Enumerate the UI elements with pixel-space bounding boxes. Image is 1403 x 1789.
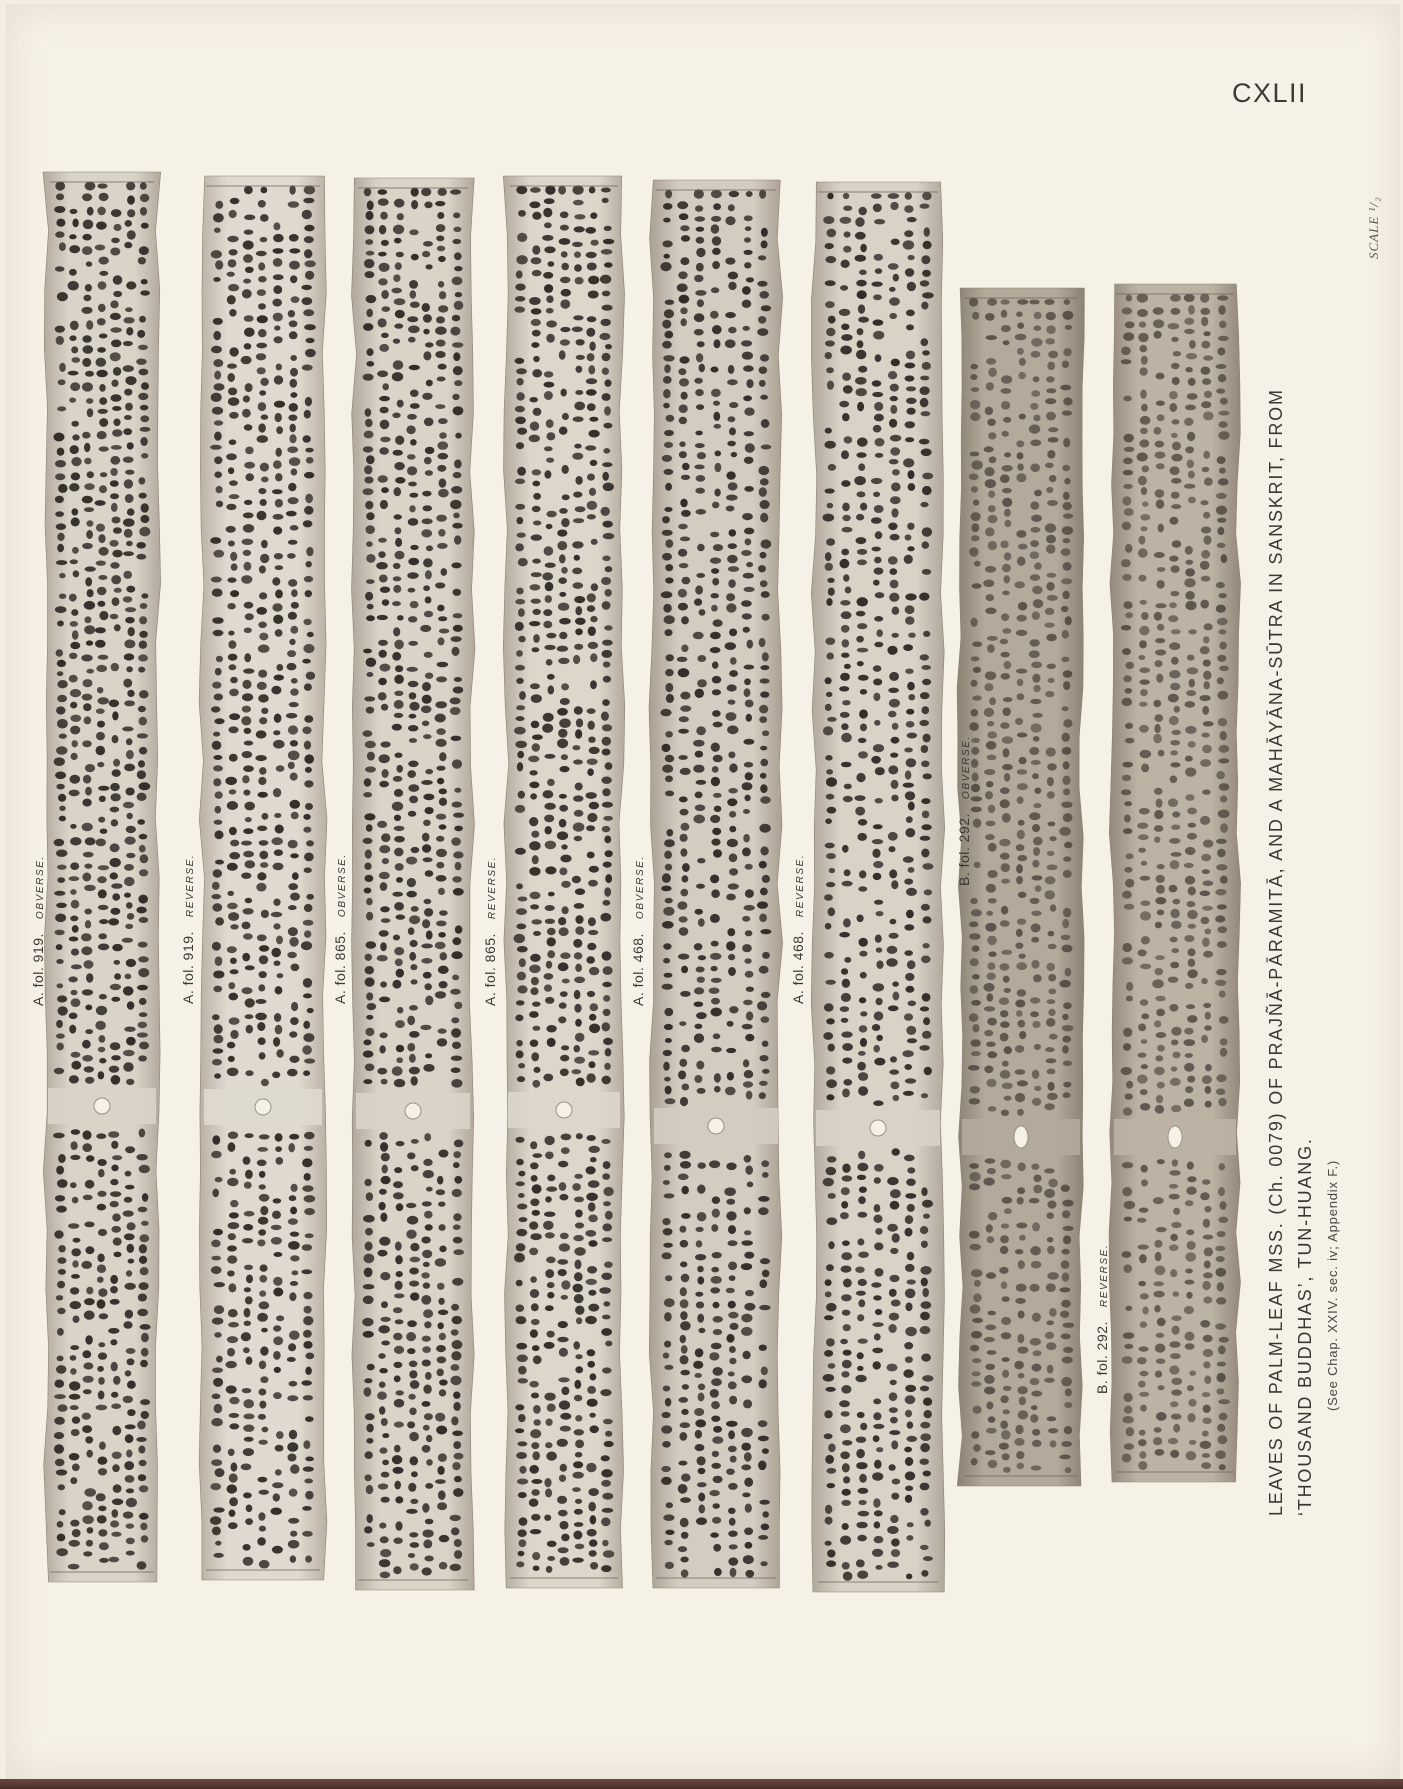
- leaf-side: OBVERSE.: [961, 735, 972, 800]
- plate-number: CXLII: [1232, 78, 1308, 108]
- leaf-label: [332, 853, 350, 1004]
- binding-hole: [708, 1118, 724, 1134]
- binding-hole: [870, 1120, 886, 1136]
- leaf-folio: A. fol. 468.: [790, 931, 806, 1004]
- binding-hole: [1168, 1126, 1182, 1148]
- palm-leaf-a-919-reverse: [196, 176, 330, 1580]
- palm-leaf-a-865-reverse: [500, 176, 628, 1588]
- palm-leaf-b-292-obverse: [954, 288, 1088, 1486]
- leaf-side: OBVERSE.: [337, 853, 348, 918]
- palm-leaf-a-865-obverse: [348, 178, 478, 1590]
- palm-leaf-a-919-obverse: [40, 172, 164, 1582]
- scale-label: SCALE ¹/₂: [1366, 196, 1381, 259]
- binding-hole: [556, 1102, 572, 1118]
- binding-hole: [255, 1099, 271, 1115]
- leaf-label: [630, 855, 648, 1006]
- caption-line-2: ‘THOUSAND BUDDHAS’, TUN-HUANG.: [1295, 1137, 1315, 1516]
- leaf-folio: B. fol. 292.: [956, 813, 972, 886]
- leaf-label: [482, 856, 500, 1006]
- palm-leaf-a-468-reverse: [808, 182, 948, 1592]
- leaf-side: REVERSE.: [185, 853, 196, 918]
- leaf-side: REVERSE.: [1099, 1243, 1110, 1308]
- leaf-folio: B. fol. 292.: [1094, 1321, 1110, 1394]
- binding-edge: [0, 1779, 1403, 1789]
- leaf-label: [180, 854, 198, 1004]
- leaf-folio: A. fol. 865.: [482, 933, 498, 1006]
- palm-leaf-b-292-reverse: [1106, 284, 1244, 1482]
- leaf-label: [30, 855, 48, 1006]
- leaf-side: REVERSE.: [795, 853, 806, 918]
- caption-line-1: LEAVES OF PALM-LEAF MSS. (Ch. 0079) OF PRAJÑĀ-PĀRAMITĀ, AND A MAHĀYĀNA-SŪTRA IN SANSKRIT, FROM: [1266, 388, 1286, 1516]
- leaf-folio: A. fol. 865.: [332, 931, 348, 1004]
- leaf-folio: A. fol. 919.: [30, 933, 46, 1006]
- leaf-folio: A. fol. 468.: [630, 933, 646, 1006]
- binding-hole: [405, 1103, 421, 1119]
- leaf-side: OBVERSE.: [635, 855, 646, 920]
- leaf-side: OBVERSE.: [35, 855, 46, 920]
- leaf-label: [1094, 1244, 1112, 1394]
- leaf-label: [790, 854, 808, 1004]
- leaf-side: REVERSE.: [487, 855, 498, 920]
- binding-hole: [94, 1098, 110, 1114]
- leaf-label: [956, 735, 974, 886]
- leaf-folio: A. fol. 919.: [180, 931, 196, 1004]
- binding-hole: [1014, 1126, 1028, 1148]
- plate-caption: [1262, 388, 1346, 1516]
- plate-page: [6, 4, 1400, 1779]
- palm-leaf-a-468-obverse: [646, 180, 786, 1588]
- caption-note: (See Chap. XXIV. sec. iv; Appendix F.): [1325, 1159, 1340, 1411]
